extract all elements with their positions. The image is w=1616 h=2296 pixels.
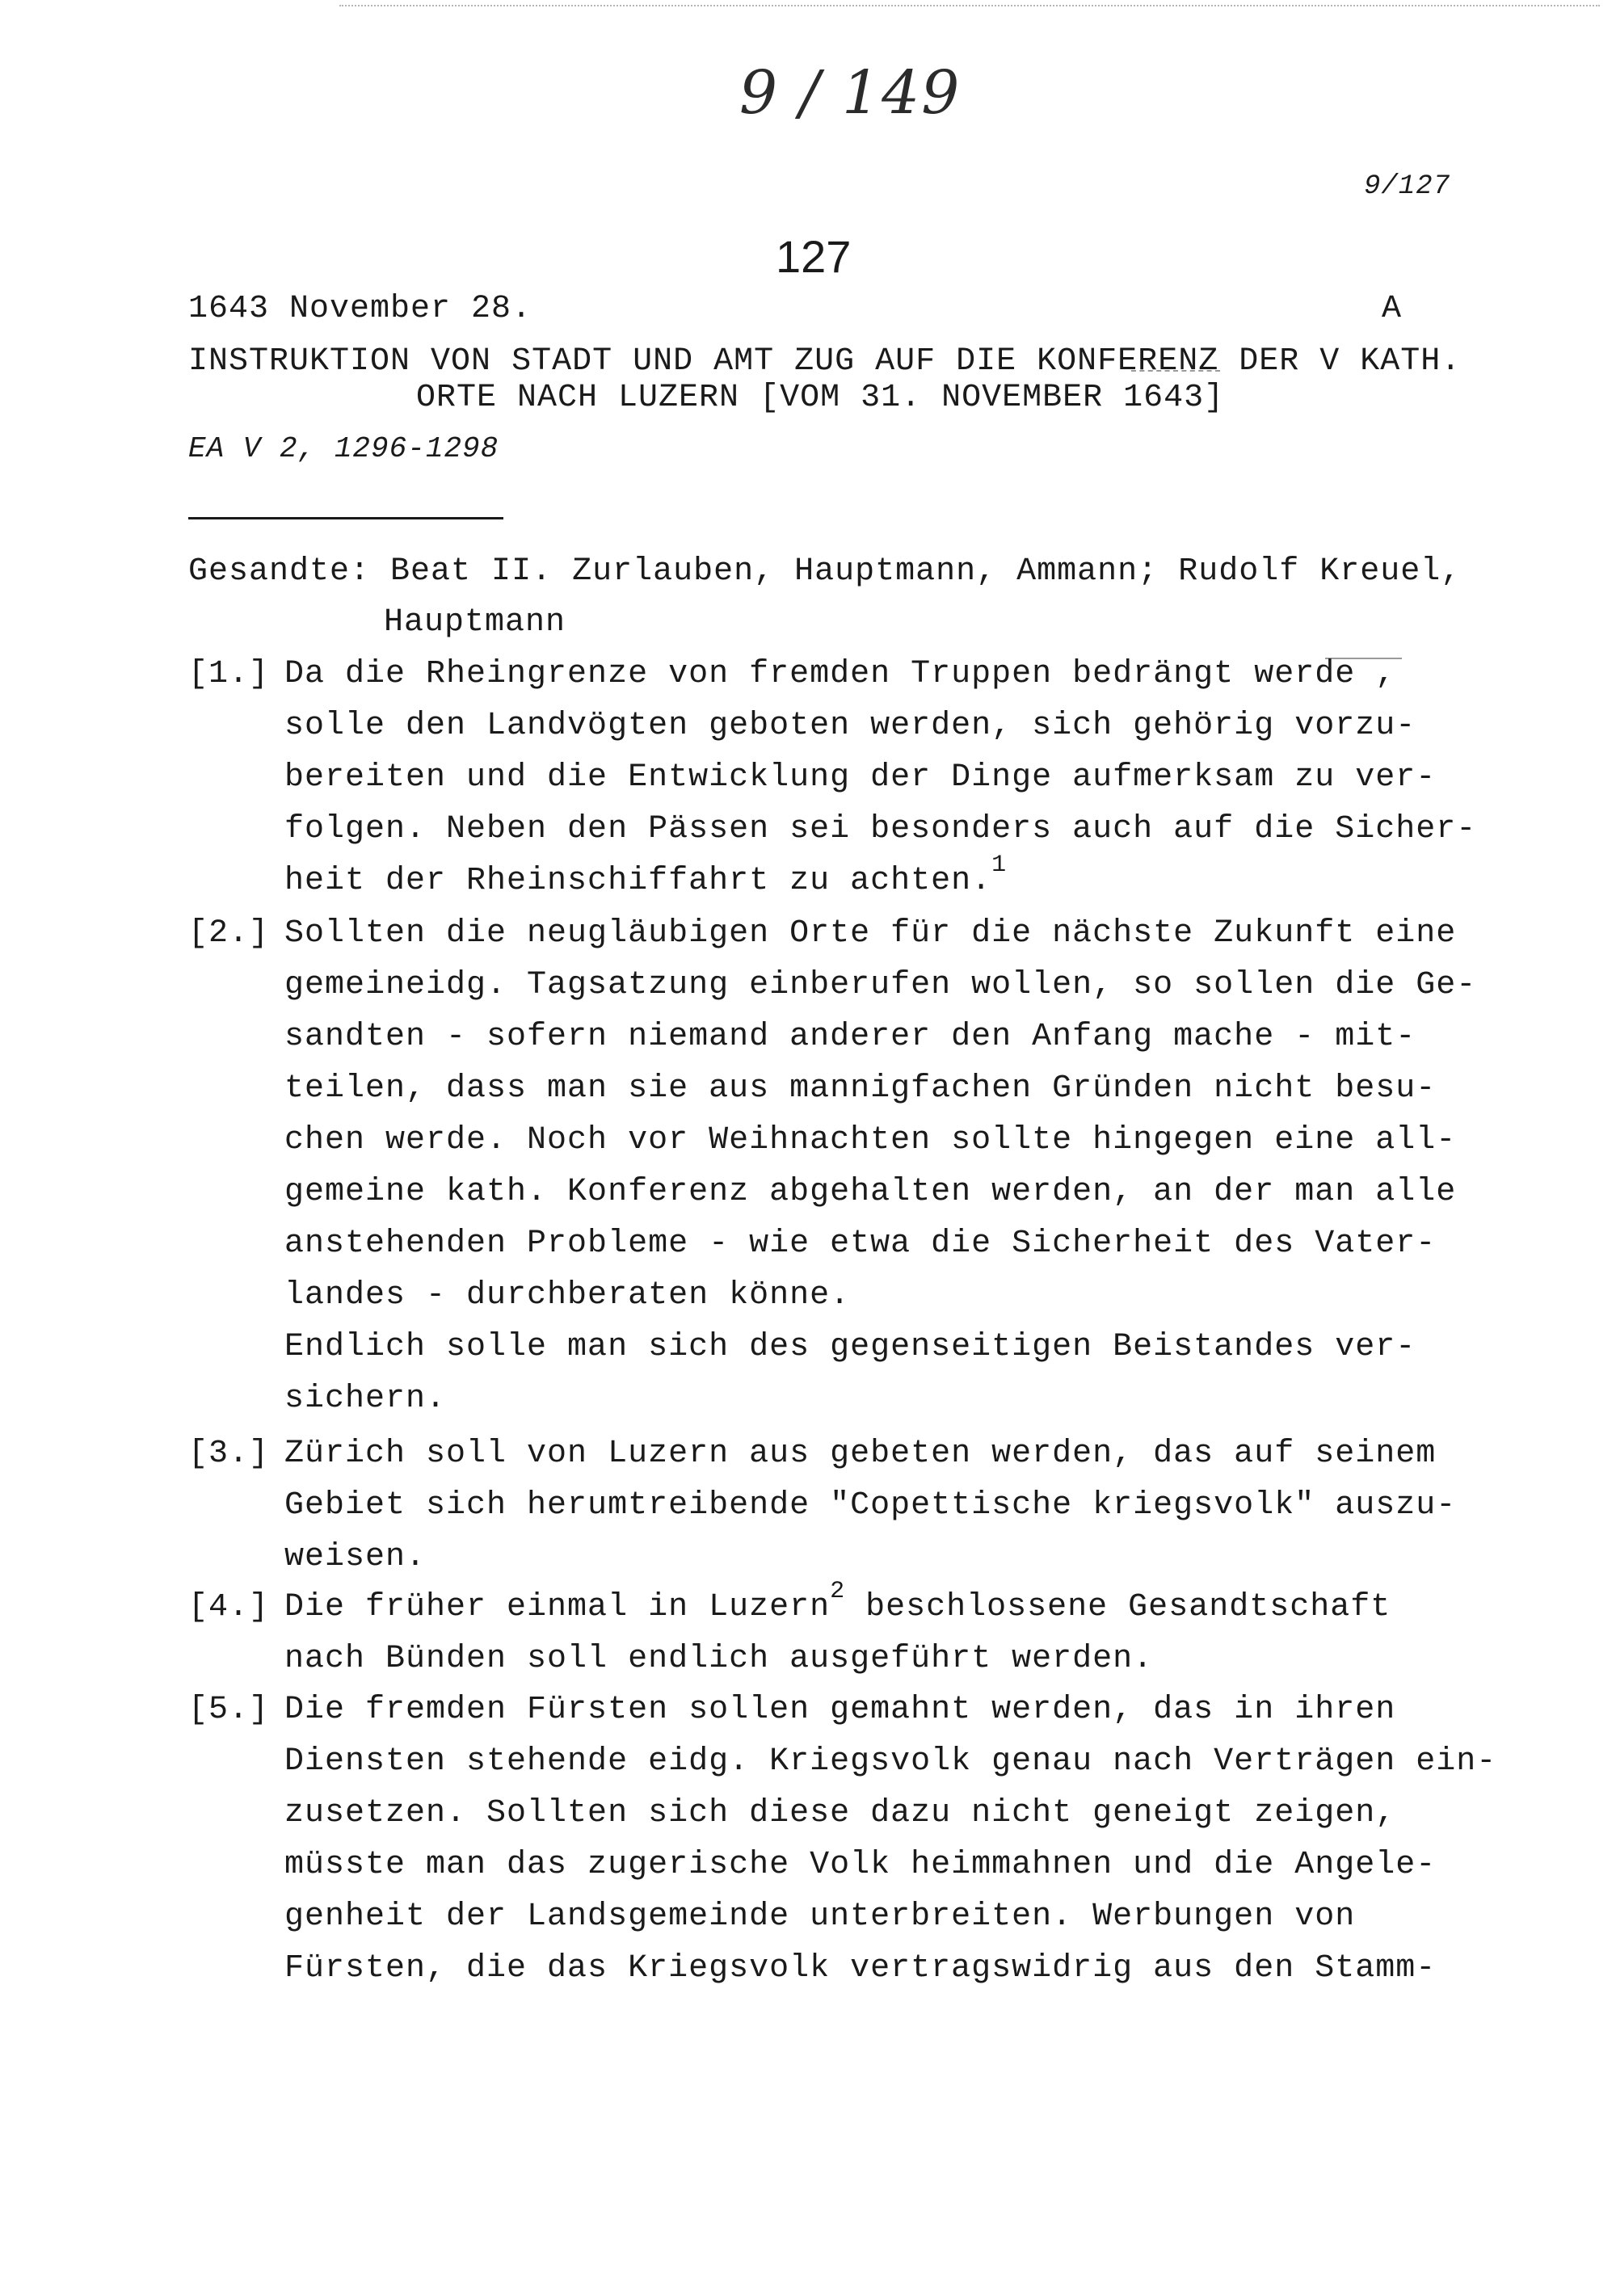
scan-edge-line xyxy=(339,5,1600,6)
paragraph-text xyxy=(284,1428,1456,1583)
footnote-marker: 1 xyxy=(991,852,1008,879)
paragraph-number: [5.] xyxy=(188,1692,270,1728)
paragraph-number: [1.] xyxy=(188,656,270,692)
document-date: 1643 November 28. xyxy=(188,291,532,327)
separator-line xyxy=(188,517,503,519)
text-line: folgen. Neben den Pässen sei besonders auch auf die Sicher- xyxy=(284,811,1477,847)
paragraph-text xyxy=(284,908,1476,1425)
text-line: Endlich solle man sich des gegenseitigen Beistandes ver- xyxy=(284,1329,1416,1365)
text-line: nach Bünden soll endlich ausgeführt werden. xyxy=(284,1641,1154,1677)
paragraph-number: [4.] xyxy=(188,1589,270,1625)
document-letter: A xyxy=(1382,291,1403,327)
text-line: genheit der Landsgemeinde unterbreiten. Werbungen von xyxy=(284,1899,1356,1935)
paragraph-text xyxy=(284,1684,1496,1995)
envoys-line: Hauptmann xyxy=(384,604,566,641)
text-line: weisen. xyxy=(284,1539,427,1575)
text-segment: Die früher einmal in Luzern xyxy=(284,1589,831,1625)
text-line: gemeineidg. Tagsatzung einberufen wollen, so sollen die Ge- xyxy=(284,967,1477,1003)
text-line: zusetzen. Sollten sich diese dazu nicht geneigt zeigen, xyxy=(284,1795,1396,1831)
text-line: Sollten die neugläubigen Orte für die nächste Zukunft eine xyxy=(284,915,1457,952)
text-line: chen werde. Noch vor Weihnachten sollte hingegen eine all- xyxy=(284,1122,1457,1159)
paragraph-number: [3.] xyxy=(188,1436,270,1472)
text-line: Da die Rheingrenze von fremden Truppen bedrängt werde , xyxy=(284,656,1396,692)
handwritten-folio-number: 9 / 149 xyxy=(739,58,962,128)
text-line: sichern. xyxy=(284,1381,447,1417)
document-number: 127 xyxy=(776,231,852,282)
document-title-line: INSTRUKTION VON STADT UND AMT ZUG AUF DIE KONFERENZ DER V KATH. xyxy=(188,343,1462,380)
text-segment: beschlossene Gesandtschaft xyxy=(845,1589,1391,1625)
text-line: Die fremden Fürsten sollen gemahnt werden, das in ihren xyxy=(284,1692,1396,1728)
text-line: Fürsten, die das Kriegsvolk vertragswidrig aus den Stamm- xyxy=(284,1950,1437,1987)
text-line: bereiten und die Entwicklung der Dinge aufmerksam zu ver- xyxy=(284,759,1437,796)
text-line xyxy=(284,1578,1391,1634)
text-line: anstehenden Probleme - wie etwa die Sicherheit des Vater- xyxy=(284,1226,1437,1262)
text-line: Zürich soll von Luzern aus gebeten werden, das auf seinem xyxy=(284,1436,1437,1472)
paragraph-number: [2.] xyxy=(188,915,270,952)
text-line: solle den Landvögten geboten werden, sich gehörig vorzu- xyxy=(284,708,1416,744)
envoys-line: Gesandte: Beat II. Zurlauben, Hauptmann, Ammann; Rudolf Kreuel, xyxy=(188,553,1462,590)
text-line: müsste man das zugerische Volk heimmahnen und die Angele- xyxy=(284,1847,1437,1883)
text-segment: heit der Rheinschiffahrt zu achten. xyxy=(284,863,992,899)
document-title-line: ORTE NACH LUZERN [VOM 31. NOVEMBER 1643] xyxy=(416,380,1225,416)
text-line: landes - durchberaten könne. xyxy=(284,1277,851,1314)
text-line: Gebiet sich herumtreibende "Copettische kriegsvolk" auszu- xyxy=(284,1487,1457,1524)
text-line: Diensten stehende eidg. Kriegsvolk genau nach Verträgen ein- xyxy=(284,1743,1497,1780)
text-line: sandten - sofern niemand anderer den Anfang mache - mit- xyxy=(284,1019,1416,1055)
archive-signature: 9/127 xyxy=(1364,171,1451,202)
text-line: gemeine kath. Konferenz abgehalten werden, an der man alle xyxy=(284,1174,1457,1210)
footnote-marker: 2 xyxy=(830,1578,846,1605)
paragraph-text xyxy=(284,649,1476,907)
source-reference: EA V 2, 1296-1298 xyxy=(188,432,499,465)
paragraph-text xyxy=(284,1578,1391,1685)
text-line xyxy=(284,852,1476,907)
text-line: teilen, dass man sie aus mannigfachen Gründen nicht besu- xyxy=(284,1070,1437,1107)
